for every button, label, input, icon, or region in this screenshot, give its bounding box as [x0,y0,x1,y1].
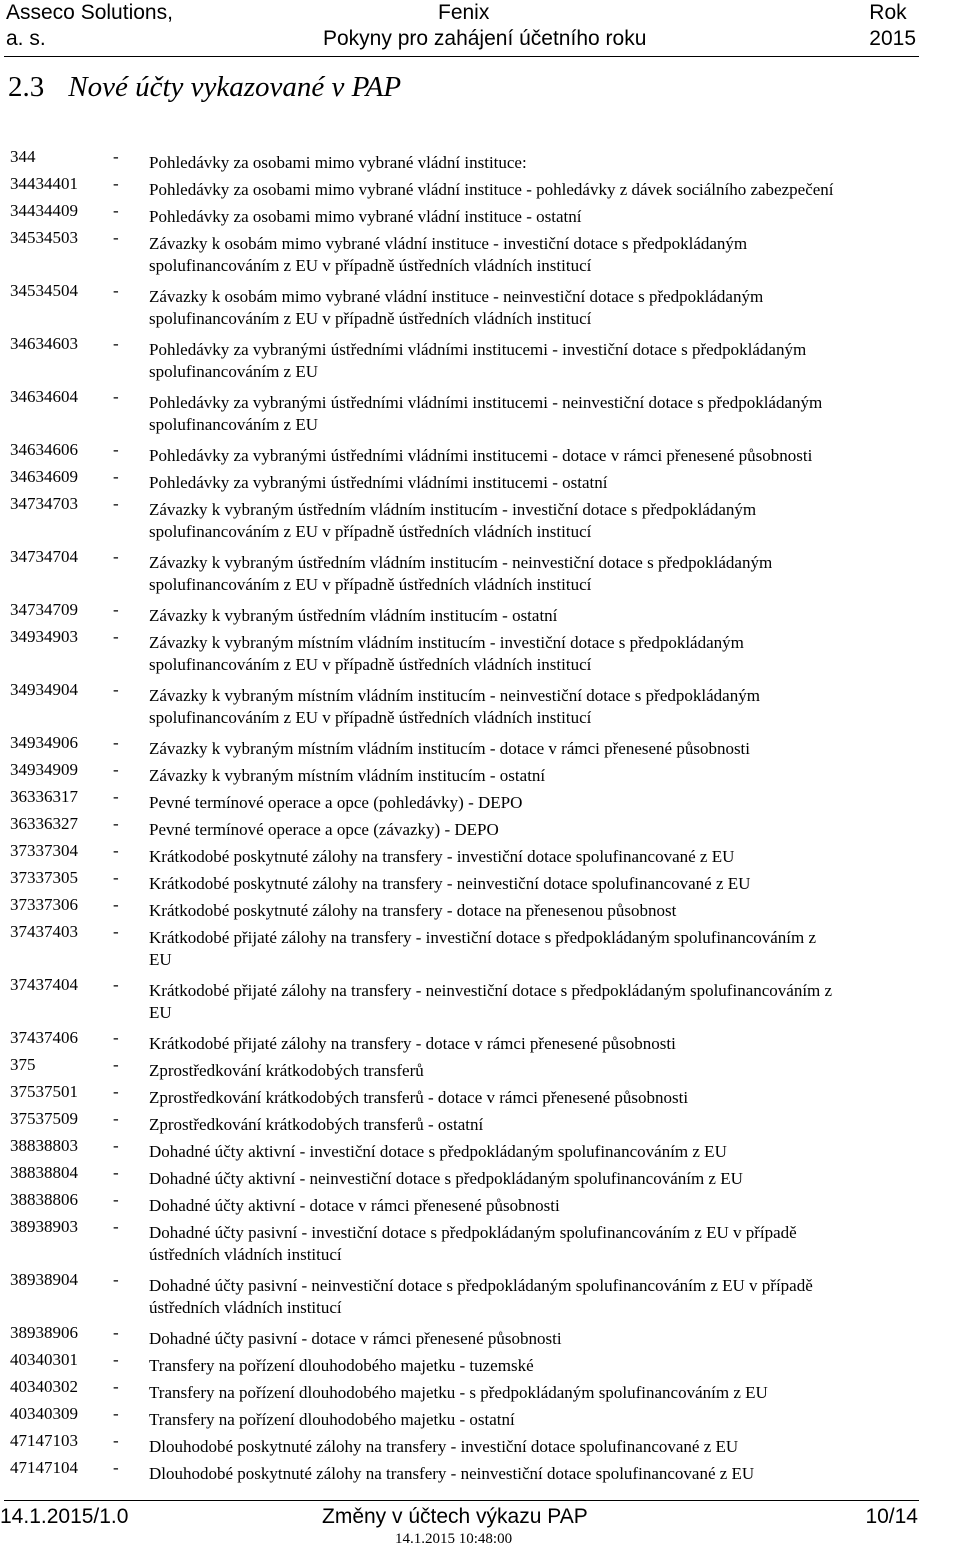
document-title: Pokyny pro zahájení účetního roku [323,27,647,50]
account-row [0,1377,960,1407]
account-code: 38838804 [10,1163,78,1182]
account-description: Krátkodobé poskytnuté zálohy na transfery - investiční dotace spolufinancované z EU [149,847,735,866]
account-code: 34934903 [10,627,78,646]
account-row [0,975,960,1031]
account-description: Krátkodobé poskytnuté zálohy na transfery - neinvestiční dotace spolufinancované z EU [149,874,751,893]
account-row [0,733,960,763]
account-row [0,1404,960,1434]
section-title: Nové účty vykazované v PAP [68,71,402,103]
account-row [0,1055,960,1085]
header-divider [4,56,919,57]
account-code: 36336327 [10,814,78,833]
product-name: Fenix [438,1,490,24]
account-row [0,922,960,978]
account-description: Dohadné účty pasivní - dotace v rámci přenesené působnosti [149,1329,562,1348]
account-separator: - [113,1055,119,1074]
year-label: Rok [869,1,907,24]
account-code: 37337305 [10,868,78,887]
account-description: Krátkodobé přijaté zálohy na transfery - dotace v rámci přenesené působnosti [149,1034,676,1053]
year-value: 2015 [869,27,916,50]
account-description: Dohadné účty pasivní - investiční dotace s předpokládaným spolufinancováním z EU v případě ústředních vládních institucí [149,1223,797,1264]
account-code: 34734709 [10,600,78,619]
account-row [0,174,960,204]
account-separator: - [113,1323,119,1342]
account-row [0,1217,960,1273]
account-code: 37437403 [10,922,78,941]
account-row [0,1270,960,1326]
account-separator: - [113,387,119,406]
account-separator: - [113,787,119,806]
account-row [0,1163,960,1193]
account-description: Transfery na pořízení dlouhodobého majetku - s předpokládaným spolufinancováním z EU [149,1383,768,1402]
account-description: Závazky k vybraným místním vládním institucím - dotace v rámci přenesené působnosti [149,739,751,758]
account-description: Transfery na pořízení dlouhodobého majetku - ostatní [149,1410,515,1429]
account-code: 47147103 [10,1431,78,1450]
account-code: 47147104 [10,1458,78,1477]
account-description: Pohledávky za osobami mimo vybrané vládní instituce - ostatní [149,207,582,226]
account-code: 34534504 [10,281,78,300]
account-code: 34634604 [10,387,78,406]
account-description: Pohledávky za osobami mimo vybrané vládní instituce - pohledávky z dávek sociálního zabezpečení [149,180,834,199]
account-separator: - [113,975,119,994]
account-row [0,680,960,736]
account-description: Zprostředkování krátkodobých transferů [149,1061,424,1080]
account-row [0,895,960,925]
account-separator: - [113,1163,119,1182]
account-separator: - [113,1028,119,1047]
account-separator: - [113,1136,119,1155]
account-description: Závazky k osobám mimo vybrané vládní instituce - investiční dotace s předpokládaným spolufinancováním z EU v případně ústředních vládních institucí [149,234,748,275]
account-separator: - [113,1350,119,1369]
account-description: Závazky k vybraným místním vládním institucím - neinvestiční dotace s předpokládaným spolufinancováním z EU v případně ústředních vládních institucí [149,686,760,727]
account-description: Dlouhodobé poskytnuté zálohy na transfery - neinvestiční dotace spolufinancované z EU [149,1464,755,1483]
account-separator: - [113,1217,119,1236]
account-code: 38938904 [10,1270,78,1289]
account-separator: - [113,627,119,646]
account-description: Pohledávky za vybranými ústředními vládními institucemi - ostatní [149,473,608,492]
account-row [0,1082,960,1112]
account-row [0,547,960,603]
section-number: 2.3 [8,71,45,103]
account-separator: - [113,228,119,247]
account-description: Transfery na pořízení dlouhodobého majetku - tuzemské [149,1356,534,1375]
company-suffix: a. s. [6,27,46,50]
account-row [0,868,960,898]
account-separator: - [113,600,119,619]
account-code: 37337306 [10,895,78,914]
account-row [0,1323,960,1353]
account-code: 37337304 [10,841,78,860]
account-row [0,814,960,844]
account-description: Zprostředkování krátkodobých transferů - dotace v rámci přenesené působnosti [149,1088,689,1107]
account-separator: - [113,174,119,193]
account-separator: - [113,680,119,699]
account-code: 375 [10,1055,36,1074]
account-description: Krátkodobé přijaté zálohy na transfery - neinvestiční dotace s předpokládaným spolufinancováním z EU [149,981,833,1022]
account-code: 34534503 [10,228,78,247]
account-row [0,1109,960,1139]
account-description: Dlouhodobé poskytnuté zálohy na transfery - investiční dotace spolufinancované z EU [149,1437,739,1456]
account-description: Dohadné účty aktivní - dotace v rámci přenesené působnosti [149,1196,560,1215]
account-separator: - [113,1109,119,1128]
account-separator: - [113,1377,119,1396]
header-year [869,0,916,52]
account-row [0,467,960,497]
account-row [0,147,960,177]
account-description: Závazky k vybraným ústředním vládním institucím - neinvestiční dotace s předpokládaným spolufinancováním z EU v případně ústředních vládních institucí [149,553,773,594]
account-description: Pohledávky za vybranými ústředními vládními institucemi - neinvestiční dotace s předpokládaným spolufinancováním z EU [149,393,823,434]
account-code: 37537509 [10,1109,78,1128]
footer-timestamp: 14.1.2015 10:48:00 [395,1531,513,1547]
account-description: Dohadné účty pasivní - neinvestiční dotace s předpokládaným spolufinancováním z EU v případě ústředních vládních institucí [149,1276,813,1317]
footer-version: 14.1.2015/1.0 [0,1505,129,1528]
account-description: Zprostředkování krátkodobých transferů - ostatní [149,1115,484,1134]
account-separator: - [113,467,119,486]
account-separator: - [113,1431,119,1450]
account-code: 38938906 [10,1323,78,1342]
account-code: 34634606 [10,440,78,459]
account-row [0,760,960,790]
account-separator: - [113,922,119,941]
account-row [0,387,960,443]
header-company [6,0,173,52]
account-code: 40340302 [10,1377,78,1396]
account-description: Závazky k osobám mimo vybrané vládní instituce - neinvestiční dotace s předpokládaným spolufinancováním z EU v případně ústředních vládních institucí [149,287,764,328]
account-row [0,228,960,284]
company-name: Asseco Solutions, [6,1,173,24]
account-separator: - [113,814,119,833]
section-heading [8,70,401,104]
account-description: Pevné termínové operace a opce (pohledávky) - DEPO [149,793,523,812]
account-separator: - [113,281,119,300]
account-list [0,147,960,1488]
account-row [0,201,960,231]
account-code: 38938903 [10,1217,78,1236]
account-separator: - [113,494,119,513]
account-row [0,1431,960,1461]
account-separator: - [113,1082,119,1101]
account-description: Krátkodobé poskytnuté zálohy na transfery - dotace na přenesenou působnost [149,901,677,920]
account-code: 34434409 [10,201,78,220]
account-description: Pohledávky za osobami mimo vybrané vládní instituce: [149,153,527,172]
account-separator: - [113,733,119,752]
account-row [0,1190,960,1220]
account-separator: - [113,334,119,353]
account-row [0,1136,960,1166]
account-separator: - [113,1190,119,1209]
account-row [0,1028,960,1058]
page-number: 10/14 [865,1505,918,1528]
account-separator: - [113,147,119,166]
account-code: 34734704 [10,547,78,566]
account-code: 34934904 [10,680,78,699]
account-description: Krátkodobé přijaté zálohy na transfery - investiční dotace s předpokládaným spolufinancováním z EU [149,928,817,969]
account-code: 344 [10,147,36,166]
account-description: Pevné termínové operace a opce (závazky) - DEPO [149,820,499,839]
account-row [0,1350,960,1380]
account-separator: - [113,895,119,914]
footer-divider [4,1500,919,1501]
account-row [0,440,960,470]
account-separator: - [113,440,119,459]
account-description: Závazky k vybraným místním vládním institucím - ostatní [149,766,546,785]
account-code: 37537501 [10,1082,78,1101]
account-description: Pohledávky za vybranými ústředními vládními institucemi - investiční dotace s předpokládaným spolufinancováním z EU [149,340,807,381]
account-separator: - [113,760,119,779]
account-code: 37437404 [10,975,78,994]
account-code: 40340309 [10,1404,78,1423]
account-separator: - [113,1458,119,1477]
account-row [0,334,960,390]
account-code: 34634609 [10,467,78,486]
account-row [0,841,960,871]
account-row [0,627,960,683]
account-description: Závazky k vybraným ústředním vládním institucím - investiční dotace s předpokládaným spolufinancováním z EU v případně ústředních vládních institucí [149,500,757,541]
footer-title: Změny v účtech výkazu PAP [322,1505,588,1528]
account-code: 36336317 [10,787,78,806]
account-code: 37437406 [10,1028,78,1047]
account-description: Závazky k vybraným ústředním vládním institucím - ostatní [149,606,558,625]
account-row [0,787,960,817]
account-description: Dohadné účty aktivní - neinvestiční dotace s předpokládaným spolufinancováním z EU [149,1169,743,1188]
account-code: 34734703 [10,494,78,513]
account-code: 40340301 [10,1350,78,1369]
account-separator: - [113,1270,119,1289]
account-code: 38838803 [10,1136,78,1155]
account-row [0,1458,960,1488]
account-row [0,600,960,630]
account-row [0,281,960,337]
account-row [0,494,960,550]
account-code: 38838806 [10,1190,78,1209]
account-separator: - [113,841,119,860]
account-code: 34634603 [10,334,78,353]
account-separator: - [113,868,119,887]
account-separator: - [113,201,119,220]
account-description: Pohledávky za vybranými ústředními vládními institucemi - dotace v rámci přenesené působnosti [149,446,813,465]
account-code: 34434401 [10,174,78,193]
header-product [323,0,646,52]
account-separator: - [113,547,119,566]
account-separator: - [113,1404,119,1423]
account-code: 34934909 [10,760,78,779]
account-description: Závazky k vybraným místním vládním institucím - investiční dotace s předpokládaným spolufinancováním z EU v případně ústředních vládních institucí [149,633,744,674]
account-description: Dohadné účty aktivní - investiční dotace s předpokládaným spolufinancováním z EU [149,1142,727,1161]
account-code: 34934906 [10,733,78,752]
